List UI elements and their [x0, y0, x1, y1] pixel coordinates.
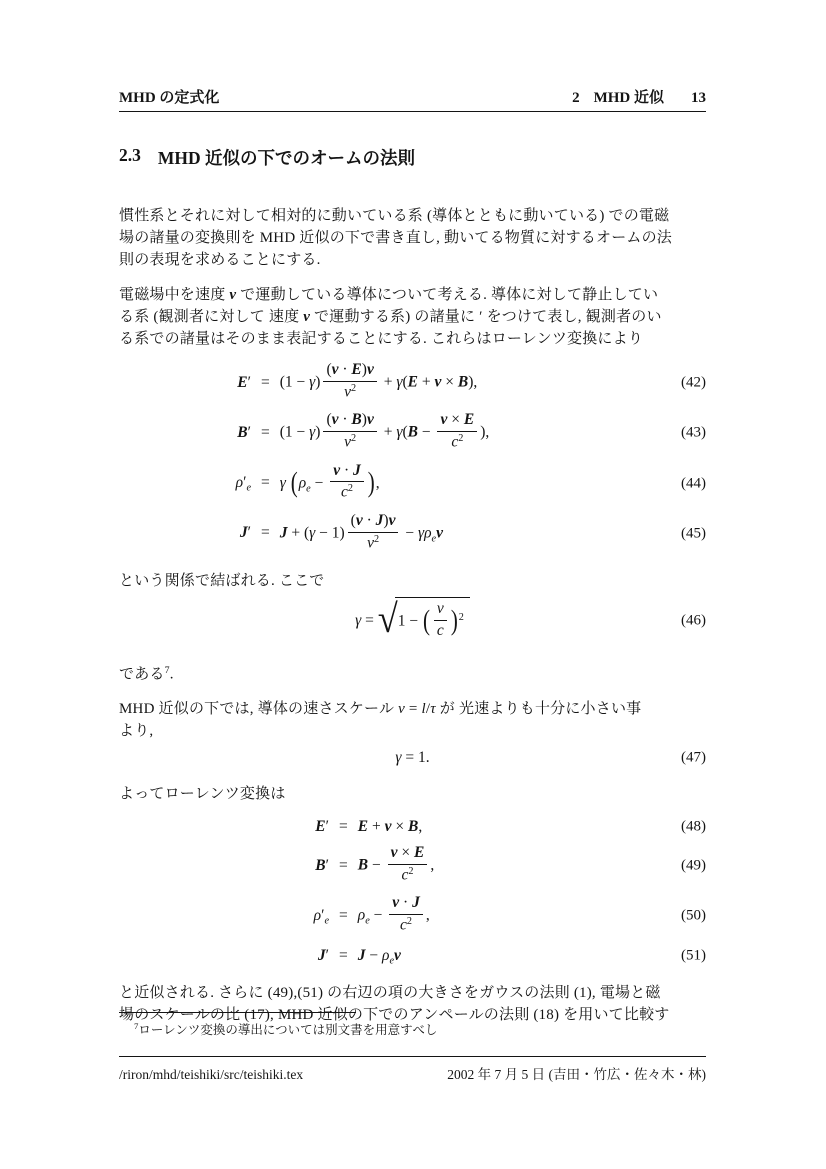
- paragraph-gamma-intro: [119, 570, 706, 592]
- page-footer: [119, 1056, 706, 1083]
- equation-lhs: B′: [315, 856, 329, 874]
- text-line: という関係で結ばれる. ここで: [119, 573, 325, 589]
- text-line: 場の諸量の変換則を MHD 近似の下で書き直し, 動いてる物質に対するオームの法: [119, 230, 673, 246]
- equals-sign: =: [261, 474, 270, 492]
- equation-rhs: E + v × B,: [357, 818, 423, 836]
- equals-sign: =: [339, 856, 348, 874]
- paragraph-intro: [119, 205, 706, 271]
- header-right: [572, 86, 706, 107]
- equation-number: (48): [681, 818, 706, 835]
- equation-number: (47): [681, 749, 706, 766]
- equation-rhs: (1 − γ) $\frac{(v \cdot E)v}{v^2}$ + γ(E + v × B),: [279, 361, 478, 401]
- paragraph-mhd-approx: [119, 698, 706, 742]
- equation-lhs: $\rho'_e$: [235, 474, 251, 494]
- equation-43: [119, 410, 706, 456]
- equation-number: (42): [681, 374, 706, 391]
- equals-sign: =: [261, 423, 270, 441]
- equals-sign: =: [261, 373, 270, 391]
- equation-lhs: $\rho'_e$: [313, 907, 329, 927]
- text-line: である$^7$.: [119, 664, 174, 683]
- header-section-number: 2: [572, 90, 580, 106]
- equation-50: [119, 893, 706, 939]
- equation-number: (46): [681, 612, 706, 629]
- paragraph-setup: [119, 284, 706, 350]
- text-line: 慣性系とそれに対して相対的に動いている系 (導体とともに動いている) での電磁: [119, 208, 670, 224]
- equation-lhs: B′: [237, 423, 251, 441]
- equals-sign: =: [339, 946, 348, 964]
- text-line: 場のスケールの比 (17), MHD 近似の下でのアンペールの法則 (18) を用いて比較す: [119, 1007, 670, 1024]
- equation-rhs: $\rho_e$ − $\frac{v \cdot J}{c^2}$ ,: [357, 894, 430, 934]
- equation-rhs: J + (γ − 1) $\frac{(v \cdot J)v}{v^2}$ − $\gamma\rho_ev$: [279, 511, 443, 552]
- equation-47: [119, 746, 706, 770]
- section-heading-number: 2.3: [119, 145, 141, 165]
- equation-46: [119, 596, 706, 647]
- header-rule: [119, 111, 706, 112]
- equals-sign: =: [339, 907, 348, 924]
- paragraph-dearu: [119, 660, 706, 685]
- text-line: る系 (観測者に対して 速度 v で運動する系) の諸量に ′ をつけて表し, 観測者のい: [119, 309, 662, 325]
- equation-group-approximated: [119, 815, 706, 969]
- equation-48: [119, 815, 706, 839]
- header-section-title: MHD 近似: [593, 90, 664, 106]
- footer-rule: [119, 1056, 706, 1057]
- text-line: MHD 近似の下では, 導体の速さスケール v = l/τ が 光速よりも十分に小さい事: [119, 701, 642, 718]
- equation-number: (45): [681, 525, 706, 542]
- equation-number: (43): [681, 424, 706, 441]
- equation-rhs: B − $\frac{v \times E}{c^2}$ ,: [357, 844, 435, 884]
- equation-49: [119, 843, 706, 889]
- equation-rhs: γ ($\rho_e$ − $\frac{v \cdot J}{c^2}$ ),: [279, 461, 380, 501]
- section-heading: [119, 145, 706, 170]
- equation-rhs: $J - \rho_ev$: [357, 946, 401, 967]
- footnote-rule: [119, 1012, 356, 1013]
- text-line: る系での諸量はそのまま表記することにする. これらはローレンツ変換により: [119, 331, 644, 347]
- text-line: より,: [119, 723, 154, 740]
- equation-lhs: E′: [315, 818, 329, 836]
- footnote-text: ローレンツ変換の導出については別文書を用意すべし: [138, 1022, 438, 1037]
- footnote: [119, 1012, 706, 1039]
- equation-51: [119, 944, 706, 970]
- equation-42: [119, 360, 706, 406]
- equation-body: γ = √1 − ( $\frac{v}{c}$ )$^2$: [355, 599, 470, 644]
- equation-44: [119, 461, 706, 507]
- footer-date-authors: 2002 年 7 月 5 日 (吉田・竹広・佐々木・林): [447, 1067, 706, 1082]
- text-line: 電磁場中を速度 v で運動している導体について考える. 導体に対して静止してい: [119, 287, 659, 303]
- paragraph-yotte: [119, 783, 706, 805]
- section-heading-title: MHD 近似の下でのオームの法則: [157, 148, 416, 168]
- text-line: 則の表現を求めることにする.: [119, 252, 321, 268]
- equation-number: (49): [681, 857, 706, 874]
- equals-sign: =: [261, 524, 270, 542]
- header-left-title: MHD の定式化: [119, 90, 220, 106]
- text-line: よってローレンツ変換は: [119, 786, 286, 803]
- equals-sign: =: [339, 818, 348, 836]
- footer-row: [119, 1063, 706, 1083]
- equation-45: [119, 511, 706, 557]
- equation-number: (50): [681, 907, 706, 924]
- equation-number: (44): [681, 475, 706, 492]
- footnote-marker: 7: [134, 1021, 139, 1031]
- header-page-number: 13: [691, 90, 706, 106]
- equation-lhs: J′: [317, 946, 329, 964]
- equation-rhs: (1 − γ) $\frac{(v \cdot B)v}{v^2}$ + γ(B − $\frac{v \times E}{c^2}$ ),: [279, 411, 490, 451]
- equation-number: (51): [681, 947, 706, 964]
- equation-lhs: E′: [237, 373, 251, 391]
- footer-file-path: /riron/mhd/teishiki/src/teishiki.tex: [119, 1067, 304, 1082]
- equation-body: γ = 1.: [395, 749, 430, 767]
- equation-lhs: J′: [239, 524, 251, 542]
- footnote-text-line: [119, 1017, 706, 1039]
- text-line: と近似される. さらに (49),(51) の右辺の項の大きさをガウスの法則 (1), 電場と磁: [119, 985, 661, 1002]
- equation-group-lorentz: [119, 360, 706, 557]
- running-header: [119, 86, 706, 107]
